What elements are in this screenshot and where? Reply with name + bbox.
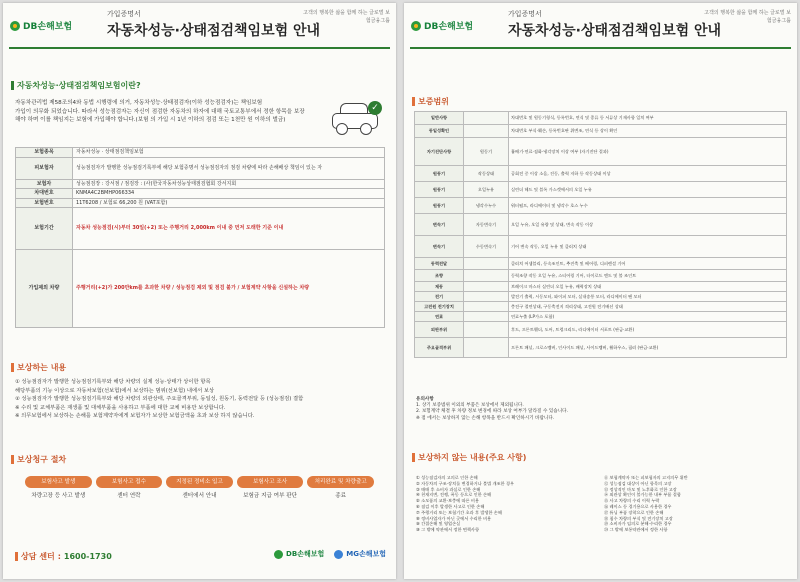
coverage-row: 전기 발전기 출력, 시동모터, 와이퍼 모터, 실내송풍 모터, 라디에이터 팬 모터 bbox=[415, 292, 787, 302]
section-marker-icon bbox=[11, 363, 14, 372]
coverage-item: ② 성능점검자가 발행한 성능점검기록부와 해당 차량의 외관상태, 주요골격부위, 동일성, 원동기, 동력전달 등 (성능점검) 결함 bbox=[15, 396, 304, 403]
note-item: ※ 점 에서는 보상하지 않는 손해 항목을 반드시 확인하시기 바랍니다. bbox=[416, 415, 555, 421]
contact-center: 상담 센터 : 1600-1730 bbox=[15, 551, 112, 562]
coverage-table bbox=[414, 111, 787, 358]
db-logo-icon bbox=[274, 550, 283, 559]
section-exclusion bbox=[412, 451, 789, 463]
notes bbox=[416, 397, 786, 422]
exclusion-item: ⑨ 간접손해 및 영업손실 bbox=[416, 521, 461, 527]
exclusion-list-left bbox=[416, 475, 596, 533]
exclusion-item: ⑳ 그 밖에 보통약관에서 정한 사항 bbox=[604, 527, 668, 533]
coverage-row: 외판부위 후드, 프론트휀더, 도어, 트렁크리드, 라디에이터 서포트 (판금·교환) bbox=[415, 322, 787, 338]
process-step: 지정된 정비소 입고 센터에서 안내 bbox=[166, 476, 233, 520]
coverage-row: 동력전달 클러치 어셈블리, 등속조인트, 추진축 및 베어링, 디퍼렌셜 기어 bbox=[415, 258, 787, 270]
coverage-item: 해당부품의 기능 이상으로 자동차보험(선보험)에서 보상하는 범위(선보험) 내에서 보상 bbox=[15, 387, 215, 394]
coverage-row: 연료 연료누출 (LP가스 포함) bbox=[415, 312, 787, 322]
section-process-title: 보상청구 절차 bbox=[17, 454, 67, 464]
section-what bbox=[11, 79, 388, 91]
coverage-item: ※ 의무보험에서 보상하는 손해를 보험계약자에게 보험자가 보상한 보험금액을 초과 보상 하지 않습니다. bbox=[15, 413, 255, 420]
exclusion-item: ⑫ 성능점검 대상이 아닌 항목의 고장 bbox=[604, 480, 672, 486]
coverage-item: ① 성능점검자가 발행한 성능점검기록부와 해당 차량의 실제 성능·상태가 상이한 항목 bbox=[15, 379, 211, 385]
info-row: 보험번호 11T6208 / 보험료 66,200 원 (VAT포함) bbox=[16, 198, 385, 208]
section-marker-icon bbox=[412, 97, 415, 106]
process-flow bbox=[25, 476, 374, 520]
exclusion-item: ⑤ 소모품의 교환·보충에 따른 비용 bbox=[416, 498, 479, 504]
header-divider bbox=[9, 47, 390, 49]
intro-line: 가입이 의무화 되었습니다. 따라서 성능점검자는 자신이 점검한 자동차의 하자에 대해 국토교통부에서 정한 항목을 보장 bbox=[15, 108, 305, 115]
note-item: 2. 보험계약 체결 후 차량 정보 변경에 따라 보상 여부가 달라질 수 있습니다. bbox=[416, 409, 569, 415]
section-what-title: 자동차성능·상태점검책임보험이란? bbox=[17, 80, 141, 90]
exclusion-item: ③ 매매 후 소비자 과실로 인한 손해 bbox=[416, 486, 481, 492]
coverage-row: 변속기 자동변속기 오일 누유, 오일 유량 및 상태, 변속 작동 이상 bbox=[415, 214, 787, 236]
coverage-row: 변속기 수동변속기 기어 변속 작동, 오일 누유 및 클러치 상태 bbox=[415, 236, 787, 258]
contact-label: 상담 센터 bbox=[21, 552, 55, 561]
coverage-row: 일반사항 차대번호 및 원동기형식, 등록번호, 연식 및 종류 등 서류상 기재사항 일치 여부 bbox=[415, 112, 787, 125]
db-logo-icon bbox=[411, 21, 421, 31]
exclusion-item: ⑧ 정비사업자가 아닌 곳에서 수리한 비용 bbox=[416, 515, 492, 521]
info-row: 보험종목 자동차성능 · 상태점검책임보험 bbox=[16, 148, 385, 158]
section-coverage bbox=[11, 361, 388, 373]
exclusion-item: ⑩ 그 밖에 약관에서 정한 면책사항 bbox=[416, 527, 479, 533]
exclusion-item: ⑯ 레이스 등 경기용으로 사용한 경우 bbox=[604, 503, 672, 509]
coverage-row: 주요골격부위 프론트 패널, 크로스멤버, 인사이드 패널, 사이드멤버, 휠하우스, 필러 (판금·교환) bbox=[415, 338, 787, 358]
mg-footer-logo: MG손해보험 bbox=[334, 549, 386, 559]
notes-title: 유의사항 bbox=[416, 397, 434, 402]
info-table bbox=[15, 147, 385, 328]
slogan: 고객의 행복한 삶을 함께 하는 글로벌 보험금융그룹 bbox=[704, 10, 791, 24]
coverage-list bbox=[15, 379, 385, 422]
coverage-row: 고전원 전기장치 충전구 절연상태, 구동축전지 격리상태, 고전원 전기배선 상태 bbox=[415, 302, 787, 312]
exclusion-item: ⑱ 침수 차량의 부식 및 전기장치 고장 bbox=[604, 515, 673, 521]
section-exclusion-title: 보상하지 않는 내용(주요 사항) bbox=[418, 452, 527, 462]
process-step: 보험사고 접수 센터 연락 bbox=[96, 476, 163, 520]
exclusion-item: ⑦ 주행거리 또는 보험기간 초과 후 발생한 손해 bbox=[416, 509, 502, 515]
intro-line: 해야 하며 이를 책임지는 보험에 가입해야 합니다.(보험 의 가입 시 1년 이하의 점검 또는 1천만 원 이하의 벌금) bbox=[15, 117, 286, 123]
process-step: 보험사고 발생 차량고장 등 사고 발생 bbox=[25, 476, 92, 520]
exclusion-item: ④ 천재지변, 전쟁, 폭동 등으로 인한 손해 bbox=[416, 492, 492, 498]
document-header bbox=[408, 7, 793, 43]
coverage-row: 원동기 작동상태 공회전 중 이상 소음, 진동, 출력 저하 등 작동상태 이상 bbox=[415, 166, 787, 182]
section-scope-title: 보증범위 bbox=[418, 96, 449, 106]
intro-paragraph bbox=[15, 99, 311, 125]
coverage-item: ※ 수리 및 교체부품은 재생품 및 대체부품을 사용하고 부품에 대한 교체 비용만 보상합니다. bbox=[15, 404, 226, 411]
note-item: 1. 상기 보증범위 이외의 부품은 보상에서 제외됩니다. bbox=[416, 403, 524, 409]
doc-title: 자동차성능·상태점검책임보험 안내 bbox=[107, 23, 321, 39]
coverage-row: 조향 동력조향 작동 오일 누유, 스티어링 기어, 타이로드 엔드 및 볼 조인트 bbox=[415, 270, 787, 282]
document-header bbox=[7, 7, 392, 43]
db-logo-text: DB손해보험 bbox=[23, 22, 73, 32]
info-row: 보험자 성능점검장 : 강서점 / 점검장 : (사)한국자동차성능상태점검협회 강서지회 bbox=[16, 179, 385, 189]
doc-title: 자동차성능·상태점검책임보험 안내 bbox=[508, 23, 722, 39]
db-logo bbox=[10, 19, 72, 32]
coverage-row: 동일성확인 차대번호 부식·훼손, 등록번호판 위변조, 연식 등 상이 확인 bbox=[415, 125, 787, 138]
section-scope bbox=[412, 95, 789, 107]
doc-subtitle: 가입증명서 bbox=[107, 10, 141, 18]
exclusion-item: ⑥ 점검 이후 발생한 사고로 인한 손해 bbox=[416, 503, 485, 509]
exclusion-item: ⑪ 보험계약자 또는 피보험자의 고지의무 위반 bbox=[604, 475, 688, 480]
mg-logo-icon bbox=[334, 550, 343, 559]
info-row: 가입제외 차량 주행거리(+2)가 200만km를 초과한 차량 / 성능점검 제외 및 점검 불가 / 보험계약 사항을 신설하는 차량 bbox=[16, 250, 385, 328]
db-footer-logo: DB손해보험 bbox=[274, 549, 324, 559]
db-logo bbox=[411, 19, 473, 32]
db-logo-text: DB손해보험 bbox=[424, 22, 474, 32]
contact-number[interactable]: 1600-1730 bbox=[63, 552, 112, 561]
exclusion-item: ⑰ 튜닝 부품 장착으로 인한 손해 bbox=[604, 509, 664, 515]
process-step: 보험사고 조사 보험금 지급 여부 판단 bbox=[237, 476, 304, 520]
section-marker-icon bbox=[11, 81, 14, 90]
intro-line: 자동차관리법 제58조의4와 동법 시행령에 의거, 자동차성능·상태점검자(이하 성능점검자)는 책임보험 bbox=[15, 100, 263, 106]
info-row: 차대번호 KNMA4C2BMHP066334 bbox=[16, 189, 385, 199]
header-divider bbox=[410, 47, 791, 49]
coverage-row: 원동기 오일누유 실린더 헤드 및 블록 가스켓에서의 오일 누유 bbox=[415, 182, 787, 198]
exclusion-item: ② 자동차의 구조·장치를 변경하거나 불법 개조한 경우 bbox=[416, 480, 515, 486]
coverage-row: 자기진단사항 원동기 흡배기·연료·점화·냉각장치 이상 여부 (자기진단 결과) bbox=[415, 138, 787, 166]
section-marker-icon bbox=[412, 453, 415, 462]
doc-subtitle: 가입증명서 bbox=[508, 10, 542, 18]
exclusion-list-right bbox=[604, 475, 784, 533]
page-right bbox=[404, 3, 797, 579]
section-process bbox=[11, 453, 388, 465]
car-check-icon: ✓ bbox=[324, 101, 384, 137]
exclusion-item: ⑭ 외관상 확인이 불가능한 내부 부품 결함 bbox=[604, 492, 681, 498]
info-row: 보험기간 자동차 성능점검(시)부터 30일(+2) 또는 주행거리 2,000km 이내 중 먼저 도래한 기준 이내 bbox=[16, 208, 385, 250]
exclusion-item: ⑬ 정상적인 마모 및 노후화로 인한 고장 bbox=[604, 486, 677, 492]
footer-logos bbox=[274, 549, 386, 559]
slogan: 고객의 행복한 삶을 함께 하는 글로벌 보험금융그룹 bbox=[303, 10, 390, 24]
section-coverage-title: 보상하는 내용 bbox=[17, 362, 67, 372]
section-marker-icon bbox=[15, 552, 18, 561]
exclusion-item: ⑲ 소비자가 임의로 분해·수리한 경우 bbox=[604, 521, 672, 527]
db-logo-icon bbox=[10, 21, 20, 31]
process-step: 처리완료 및 차량출고 종료 bbox=[307, 476, 374, 520]
exclusion-item: ⑮ 사고 차량의 수리 이력 누락 bbox=[604, 498, 660, 504]
page-left bbox=[3, 3, 396, 579]
coverage-row: 원동기 냉각수누수 워터펌프, 라디에이터 및 냉각수 호스 누수 bbox=[415, 198, 787, 214]
exclusion-item: ① 성능점검자의 고의로 인한 손해 bbox=[416, 475, 478, 480]
info-row: 피보험자 성능점검자가 발행한 성능점검기록부에 해당 보험증명서 성능점검자의 점검 차량에 따라 손해배상 책임이 있는 자 bbox=[16, 157, 385, 179]
section-marker-icon bbox=[11, 455, 14, 464]
coverage-row: 제동 브레이크 마스터 실린더 오일 누유, 배력장치 상태 bbox=[415, 282, 787, 292]
